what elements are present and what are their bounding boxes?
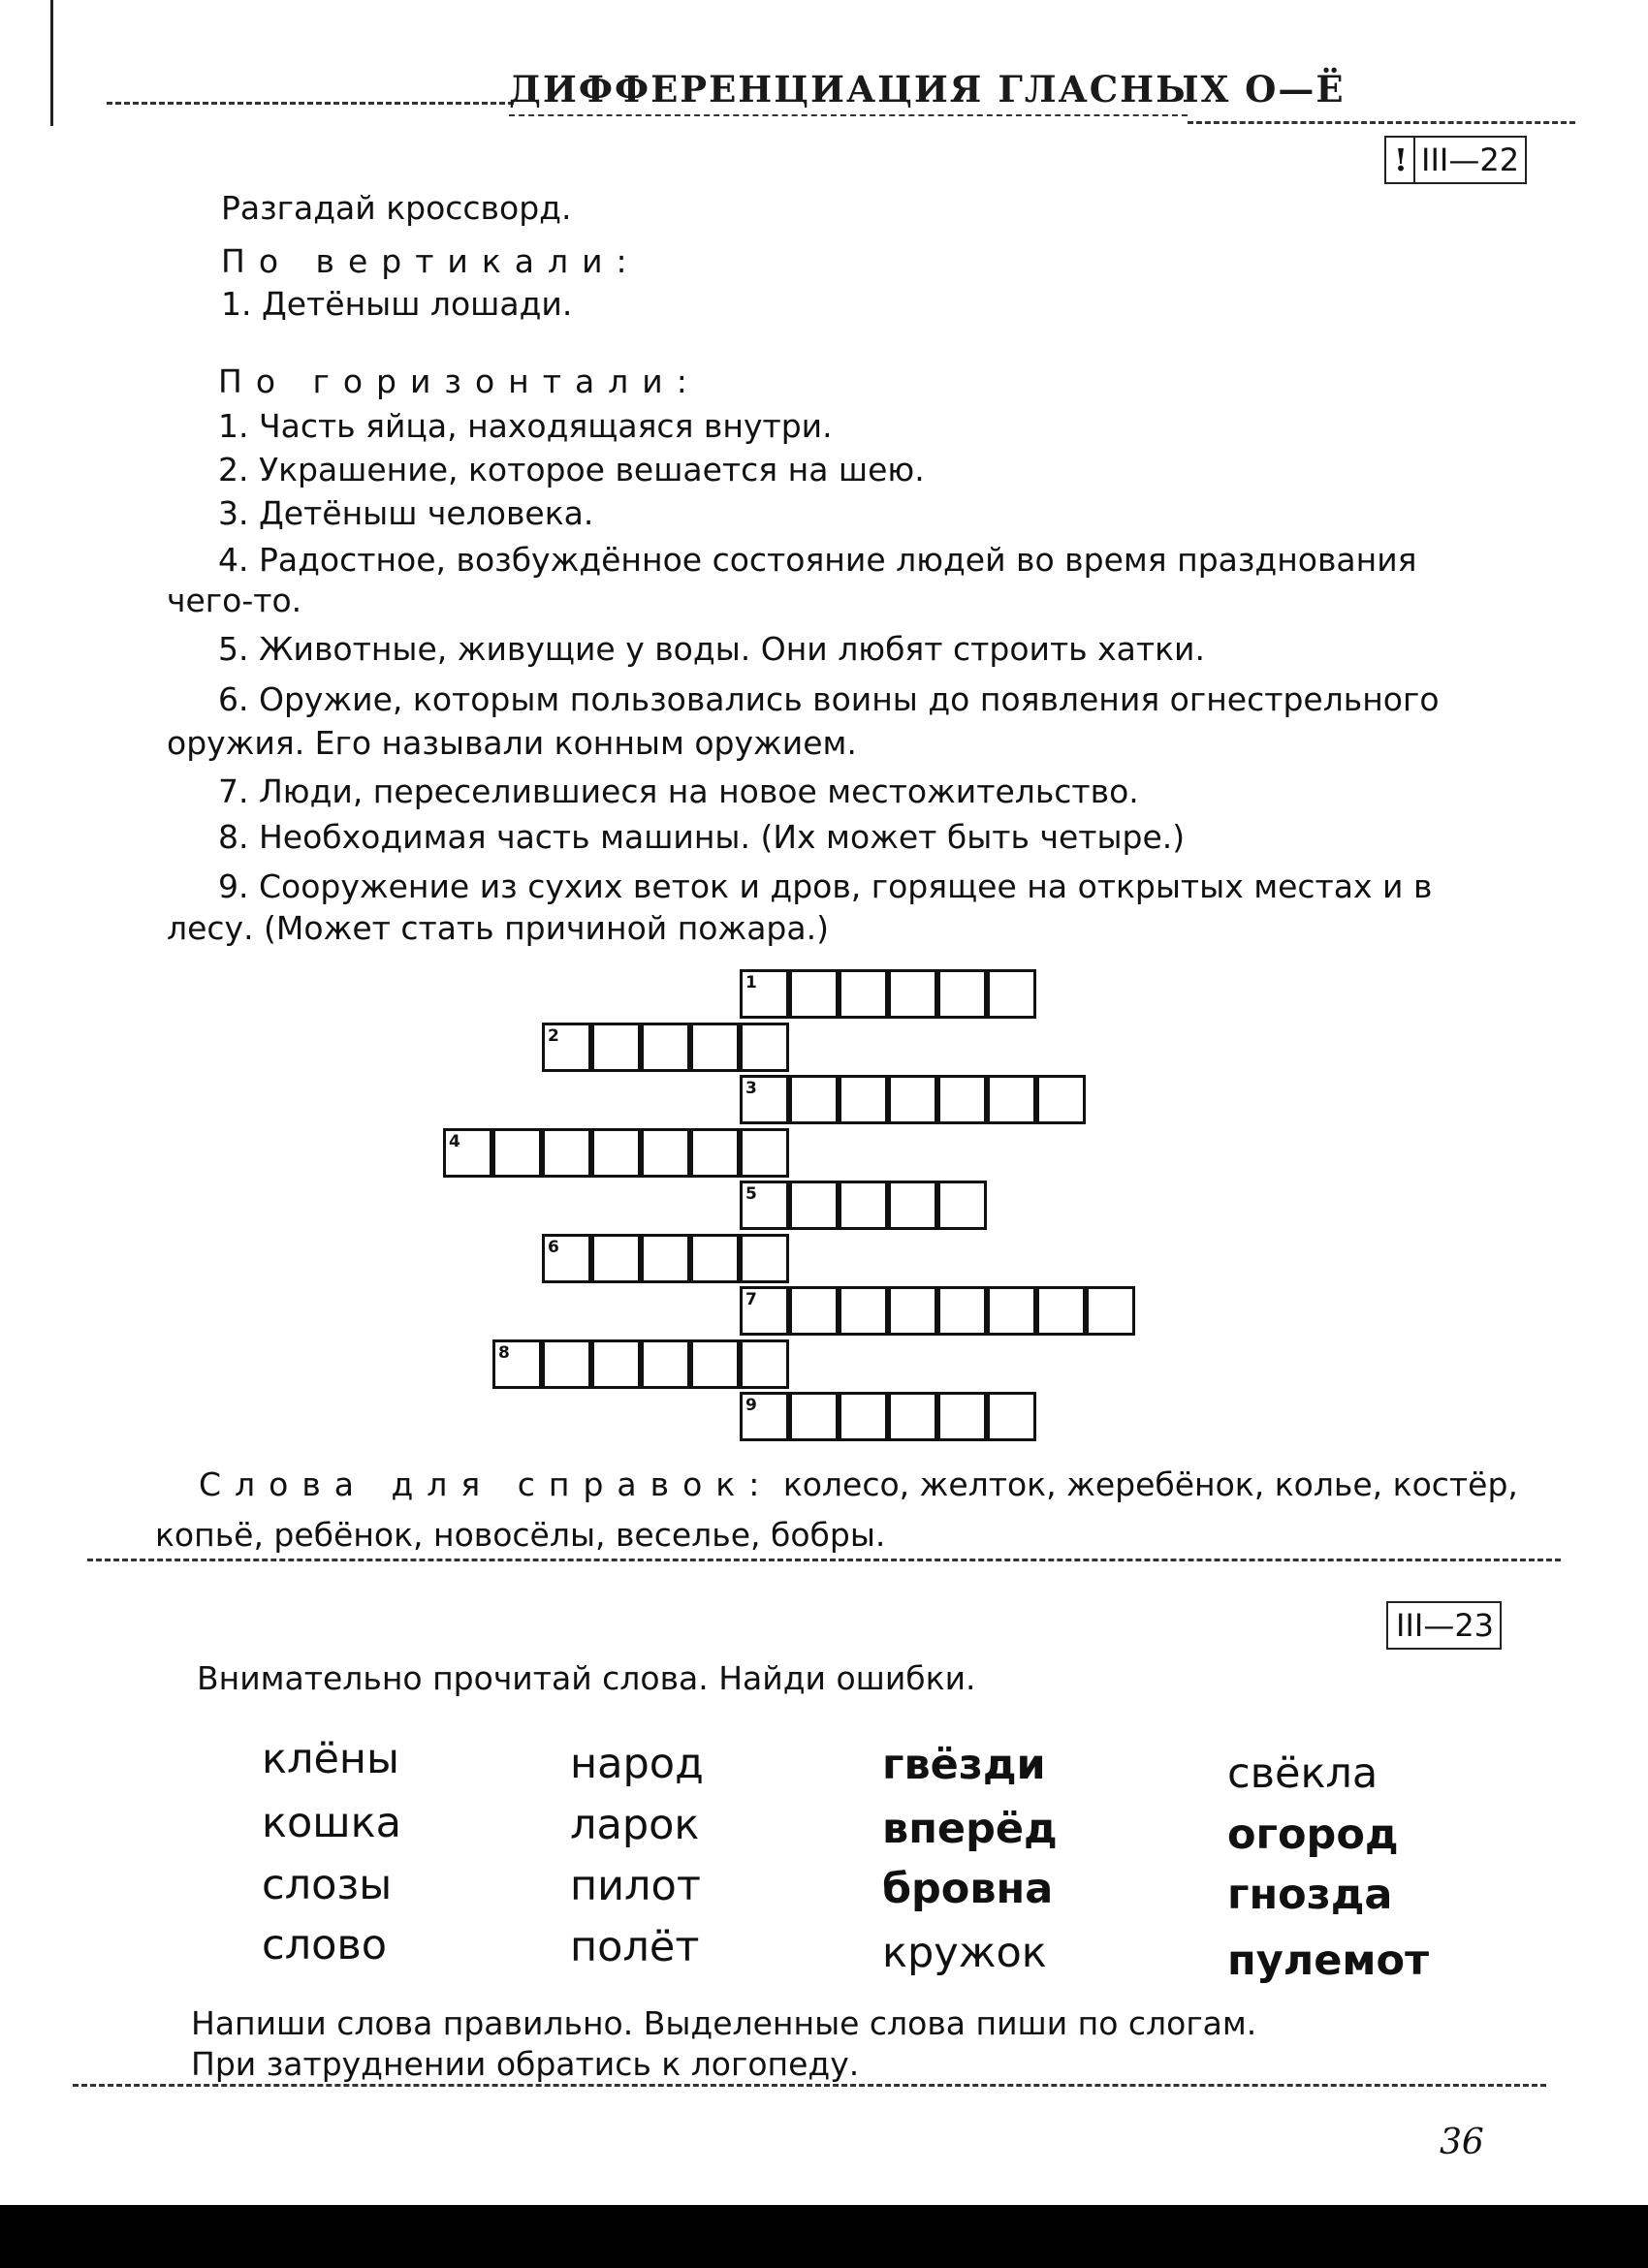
exercise-id-badge-2 (1386, 1601, 1502, 1650)
highlighted-word: бровна (882, 1865, 1054, 1913)
crossword-key-cell[interactable] (740, 1339, 789, 1389)
crossword-clue-number: 1 (745, 973, 757, 992)
crossword-cell[interactable] (789, 1181, 839, 1230)
word: полёт (570, 1923, 700, 1971)
header-rule-left (107, 102, 514, 105)
crossword-cell[interactable] (937, 1392, 987, 1441)
crossword-clue-number: 3 (745, 1079, 757, 1098)
crossword-key-cell[interactable] (740, 1181, 789, 1230)
horizontal-clue: 3. Детёныш человека. (218, 494, 594, 532)
crossword-cell[interactable] (1036, 1075, 1086, 1124)
crossword-clue-number: 9 (745, 1396, 757, 1415)
crossword-key-cell[interactable] (740, 1286, 789, 1336)
exercise-id-badge (1384, 136, 1527, 184)
crossword-cell[interactable] (937, 1286, 987, 1336)
crossword-cell[interactable] (641, 1023, 690, 1072)
exercise-id: III—22 (1421, 142, 1520, 178)
crossword-cell[interactable] (987, 1075, 1036, 1124)
crossword-cell[interactable] (591, 1023, 641, 1072)
hint-label: Слова для справок: (199, 1465, 774, 1503)
hint-line-1 (199, 1464, 1518, 1506)
crossword-cell[interactable] (888, 1075, 937, 1124)
crossword-cell[interactable] (839, 969, 888, 1019)
attention-icon: ! (1394, 138, 1415, 182)
crossword-cell[interactable] (1086, 1286, 1135, 1336)
crossword-cell[interactable] (789, 1392, 839, 1441)
crossword-cell[interactable] (690, 1339, 740, 1389)
crossword-cell[interactable] (789, 1075, 839, 1124)
crossword-cell[interactable] (443, 1128, 492, 1178)
crossword-cell[interactable] (789, 1286, 839, 1336)
crossword-cell[interactable] (987, 969, 1036, 1019)
crossword-cell[interactable] (839, 1181, 888, 1230)
horizontal-clue: 1. Часть яйца, находящаяся внутри. (218, 407, 833, 445)
crossword-clue-number: 4 (449, 1132, 460, 1151)
horizontal-clue: 7. Люди, переселившиеся на новое местожительство. (218, 772, 1139, 810)
horizontal-clue: 4. Радостное, возбуждённое состояние людей во время празднования (218, 541, 1417, 579)
word: кошка (262, 1799, 401, 1847)
crossword-cell[interactable] (641, 1339, 690, 1389)
crossword-cell[interactable] (888, 1181, 937, 1230)
instruction: Разгадай кроссворд. (221, 189, 572, 227)
horizontal-clue: 2. Украшение, которое вешается на шею. (218, 451, 925, 488)
horizontal-clue: 8. Необходимая часть машины. (Их может быть четыре.) (218, 818, 1186, 856)
word: свёкла (1227, 1749, 1379, 1798)
crossword-cell[interactable] (888, 1286, 937, 1336)
crossword-cell[interactable] (641, 1234, 690, 1283)
horizontal-clue: лесу. (Может стать причиной пожара.) (167, 909, 829, 947)
exercise-id-2: III—23 (1396, 1607, 1495, 1644)
crossword-cell[interactable] (542, 1234, 591, 1283)
crossword-cell[interactable] (839, 1392, 888, 1441)
page-number: 36 (1440, 2123, 1484, 2162)
crossword-cell[interactable] (542, 1339, 591, 1389)
word: ларок (570, 1801, 700, 1849)
crossword-cell[interactable] (888, 1392, 937, 1441)
crossword-clue-number: 5 (745, 1184, 757, 1204)
horizontal-clue: 6. Оружие, которым пользовались воины до появления огнестрельного (218, 680, 1440, 718)
crossword-key-cell[interactable] (740, 1023, 789, 1072)
crossword-cell[interactable] (937, 969, 987, 1019)
hint-words-2: копьё, ребёнок, новосёлы, веселье, бобры. (155, 1516, 886, 1554)
word: кружок (882, 1929, 1047, 1977)
crossword-cell[interactable] (591, 1128, 641, 1178)
crossword-key-cell[interactable] (740, 1128, 789, 1178)
crossword-cell[interactable] (987, 1392, 1036, 1441)
horizontal-clue: 5. Животные, живущие у воды. Они любят строить хатки. (218, 630, 1205, 668)
horizontal-heading: По горизонтали: (218, 362, 701, 400)
header-rule-right (1188, 121, 1575, 124)
crossword-cell[interactable] (1036, 1286, 1086, 1336)
title-underline (509, 114, 1188, 116)
crossword-key-cell[interactable] (740, 1075, 789, 1124)
instruction-2: Внимательно прочитай слова. Найди ошибки. (197, 1659, 976, 1697)
horizontal-clue: чего-то. (167, 582, 302, 619)
crossword-cell[interactable] (542, 1023, 591, 1072)
crossword-cell[interactable] (937, 1181, 987, 1230)
scan-bottom-border (0, 2205, 1648, 2268)
crossword-clue-number: 8 (498, 1343, 510, 1363)
crossword-clue-number: 7 (745, 1290, 757, 1309)
horizontal-clue: оружия. Его называли конным оружием. (167, 724, 857, 762)
crossword-cell[interactable] (591, 1339, 641, 1389)
footer-instruction-1: Напиши слова правильно. Выделенные слова пиши по слогам. (191, 2004, 1257, 2042)
binding-margin-line (50, 0, 53, 126)
word: народ (570, 1740, 704, 1788)
crossword-clue-number: 6 (548, 1238, 559, 1257)
horizontal-clue: 9. Сооружение из сухих веток и дров, горящее на открытых местах и в (218, 867, 1433, 905)
crossword-cell[interactable] (492, 1128, 542, 1178)
crossword-cell[interactable] (591, 1234, 641, 1283)
crossword-key-cell[interactable] (740, 1392, 789, 1441)
crossword-cell[interactable] (839, 1075, 888, 1124)
crossword-cell[interactable] (690, 1128, 740, 1178)
footer-instruction-2: При затруднении обратись к логопеду. (191, 2045, 860, 2083)
highlighted-word: вперёд (882, 1805, 1058, 1853)
footer-divider (73, 2084, 1546, 2087)
highlighted-word: гвёзди (882, 1741, 1046, 1789)
highlighted-word: огород (1227, 1811, 1399, 1859)
crossword-cell[interactable] (888, 969, 937, 1019)
hint-words-1: колесо, желток, жеребёнок, колье, костёр, (782, 1465, 1518, 1503)
crossword-cell[interactable] (839, 1286, 888, 1336)
word: слово (262, 1921, 388, 1969)
crossword-cell[interactable] (987, 1286, 1036, 1336)
vertical-clue: 1. Детёныш лошади. (221, 285, 573, 323)
highlighted-word: пулемот (1227, 1937, 1430, 1985)
crossword-cell[interactable] (542, 1128, 591, 1178)
word: клёны (262, 1735, 399, 1783)
section-divider (87, 1559, 1561, 1561)
word: пилот (570, 1862, 701, 1910)
word: слозы (262, 1861, 393, 1909)
crossword-cell[interactable] (690, 1023, 740, 1072)
highlighted-word: гнозда (1227, 1871, 1393, 1919)
crossword-key-cell[interactable] (740, 1234, 789, 1283)
vertical-heading: По вертикали: (221, 242, 641, 280)
crossword-key-cell[interactable] (740, 969, 789, 1019)
crossword-cell[interactable] (641, 1128, 690, 1178)
crossword-cell[interactable] (690, 1234, 740, 1283)
crossword-cell[interactable] (789, 969, 839, 1019)
crossword-clue-number: 2 (548, 1026, 559, 1046)
crossword-cell[interactable] (937, 1075, 987, 1124)
page-title: ДИФФЕРЕНЦИАЦИЯ ГЛАСНЫХ О—Ё (509, 68, 1346, 110)
crossword-cell[interactable] (492, 1339, 542, 1389)
